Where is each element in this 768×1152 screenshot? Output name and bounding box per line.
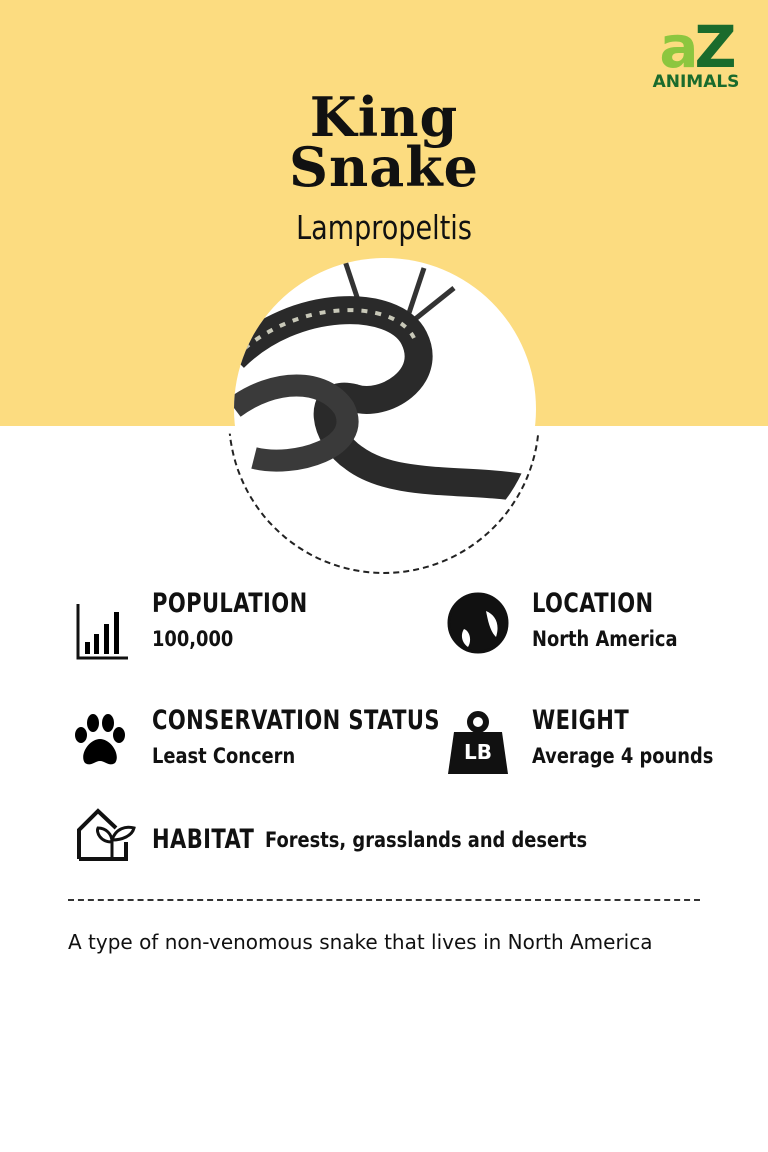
conservation-value: Least Concern	[152, 744, 296, 768]
weight-icon	[446, 710, 510, 776]
description: A type of non-venomous snake that lives in North America	[68, 930, 653, 954]
divider	[68, 899, 700, 901]
snake-photo	[234, 258, 536, 560]
habitat-label-text: HABITAT	[152, 824, 255, 855]
globe-icon	[446, 591, 510, 655]
logo-text: ANIMALS	[652, 72, 740, 92]
location-label: LOCATION	[532, 588, 654, 619]
conservation-label: CONSERVATION STATUS	[152, 705, 440, 736]
habitat-value-text: Forests, grasslands and deserts	[265, 828, 588, 852]
location-value: North America	[532, 627, 678, 651]
page-title: King Snake	[288, 85, 480, 199]
logo-a: a	[659, 13, 695, 81]
paw-icon	[73, 713, 127, 767]
habitat-value	[265, 820, 644, 852]
population-value: 100,000	[152, 627, 234, 651]
logo-z: Z	[694, 13, 733, 81]
scientific-name: Lampropeltis	[296, 208, 472, 247]
weight-icon-text: LB	[464, 740, 492, 764]
population-label: POPULATION	[152, 588, 308, 619]
population-fact	[152, 588, 351, 651]
habitat-label	[152, 824, 283, 855]
az-animals-logo[interactable]	[646, 13, 746, 92]
habitat-house-plant-icon	[76, 808, 136, 862]
weight-label: WEIGHT	[532, 705, 630, 736]
bar-chart-icon	[76, 604, 130, 660]
weight-fact	[532, 705, 745, 768]
location-fact	[532, 588, 703, 651]
weight-value: Average 4 pounds	[532, 744, 714, 768]
